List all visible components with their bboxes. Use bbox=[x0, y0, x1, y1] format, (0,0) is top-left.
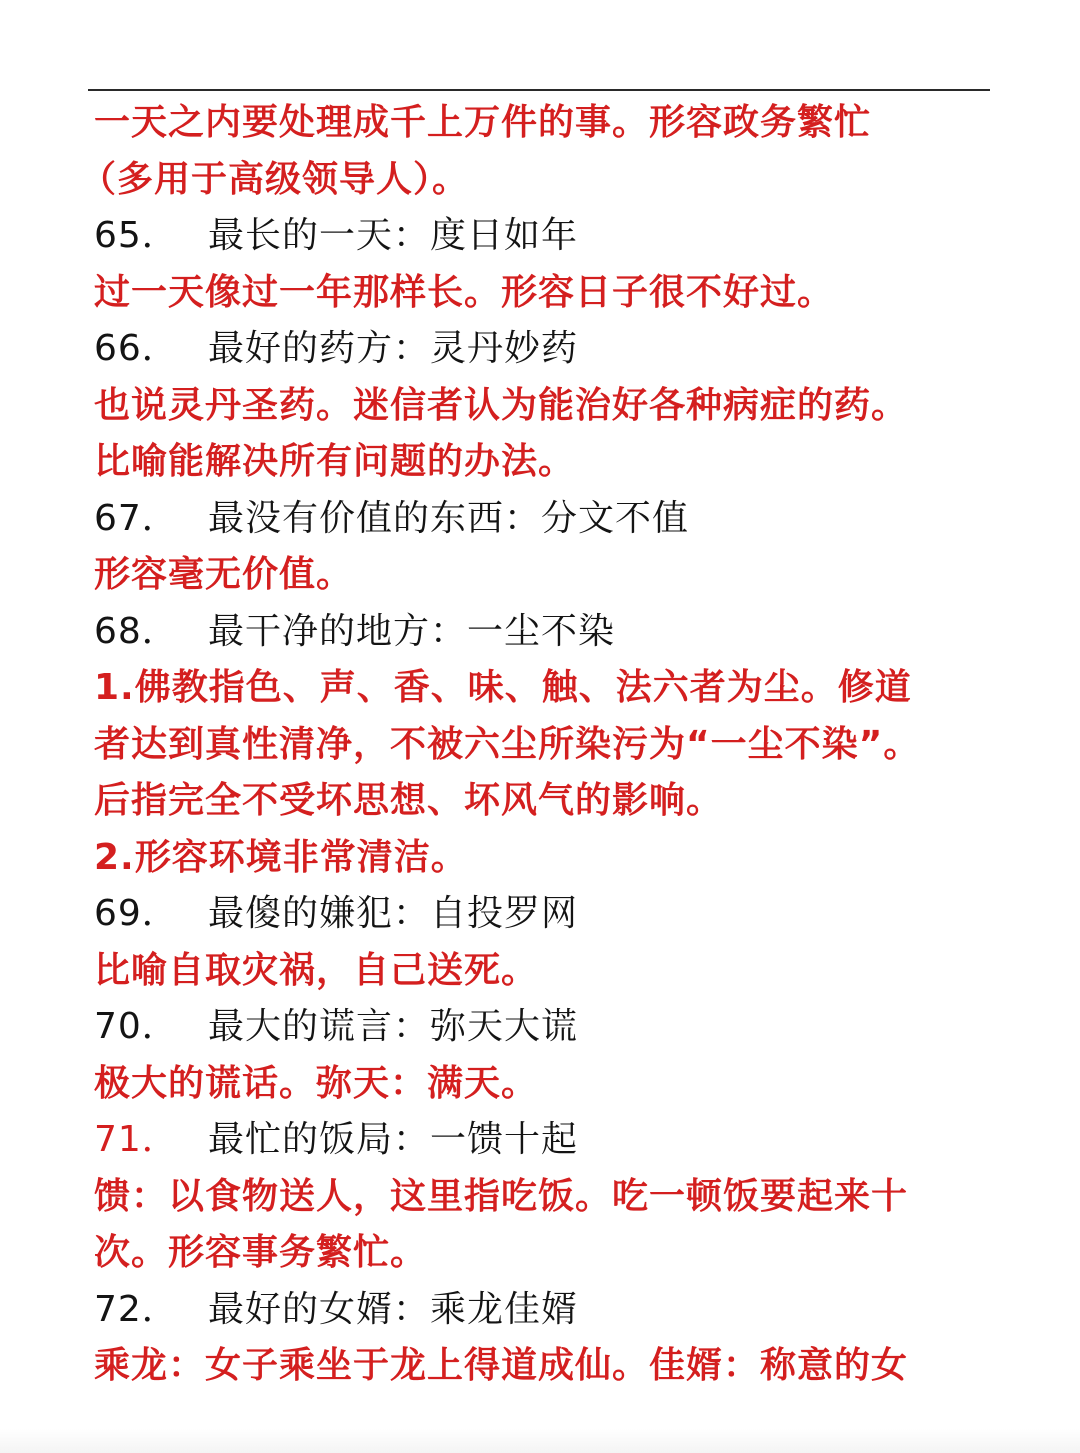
idiom-title: 最好的药方：灵丹妙药 bbox=[208, 328, 579, 369]
idiom-heading bbox=[94, 999, 1054, 1056]
description-line: （多用于高级领导人）。 bbox=[80, 158, 470, 200]
item-number: 70． bbox=[94, 1006, 179, 1047]
description-line: 一天之内要处理成千上万件的事。形容政务繁忙 bbox=[94, 102, 872, 143]
item-number: 68． bbox=[94, 610, 179, 652]
description-line: 比喻自取灾祸，自己送死。 bbox=[94, 949, 539, 991]
idiom-heading bbox=[94, 321, 1054, 378]
item-number: 66． bbox=[94, 328, 179, 369]
item-number: 67． bbox=[94, 497, 179, 539]
description-line: 极大的谎话。弥天：满天。 bbox=[94, 1062, 539, 1104]
description-line: 也说灵丹圣药。迷信者认为能治好各种病症的药。 bbox=[94, 384, 909, 426]
idiom-heading bbox=[94, 208, 1054, 265]
idiom-heading bbox=[94, 1282, 1054, 1339]
idiom-title: 最大的谎言：弥天大谎 bbox=[208, 1006, 579, 1047]
description-line: 过一天像过一年那样长。形容日子很不好过。 bbox=[94, 271, 835, 313]
idiom-title: 最长的一天：度日如年 bbox=[208, 215, 579, 256]
item-number: 65． bbox=[94, 215, 179, 256]
item-number: 69． bbox=[94, 893, 179, 934]
idiom-heading bbox=[94, 1112, 1054, 1169]
description-line: 乘龙：女子乘坐于龙上得道成仙。佳婿：称意的女 bbox=[94, 1345, 909, 1386]
idiom-title: 最忙的饭局：一馈十起 bbox=[208, 1119, 579, 1160]
idiom-title: 最好的女婿：乘龙佳婿 bbox=[208, 1288, 579, 1330]
description-line: 形容毫无价值。 bbox=[94, 554, 354, 595]
description-line: 2.形容环境非常清洁。 bbox=[94, 836, 468, 878]
description-line: 后指完全不受坏思想、坏风气的影响。 bbox=[94, 780, 724, 821]
idiom-title: 最干净的地方：一尘不染 bbox=[208, 610, 616, 652]
bottom-fade bbox=[0, 1429, 1080, 1453]
description-line: 比喻能解决所有问题的办法。 bbox=[94, 441, 576, 482]
description-line: 1.佛教指色、声、香、味、触、法六者为尘。修道 bbox=[94, 667, 912, 708]
idiom-title: 最没有价值的东西：分文不值 bbox=[208, 497, 690, 539]
description-line: 馈：以食物送人，这里指吃饭。吃一顿饭要起来十 bbox=[94, 1175, 909, 1217]
idiom-heading bbox=[94, 604, 1054, 661]
top-divider bbox=[88, 89, 990, 91]
idiom-title: 最傻的嫌犯：自投罗网 bbox=[208, 893, 579, 934]
item-number: 72． bbox=[94, 1288, 179, 1330]
idiom-heading bbox=[94, 491, 1054, 548]
idiom-heading bbox=[94, 886, 1054, 943]
description-line: 者达到真性清净，不被六尘所染污为“一尘不染”。 bbox=[94, 723, 921, 765]
item-number: 71． bbox=[94, 1119, 179, 1160]
idiom-list bbox=[80, 95, 1054, 1395]
description-line: 次。形容事务繁忙。 bbox=[94, 1232, 428, 1273]
